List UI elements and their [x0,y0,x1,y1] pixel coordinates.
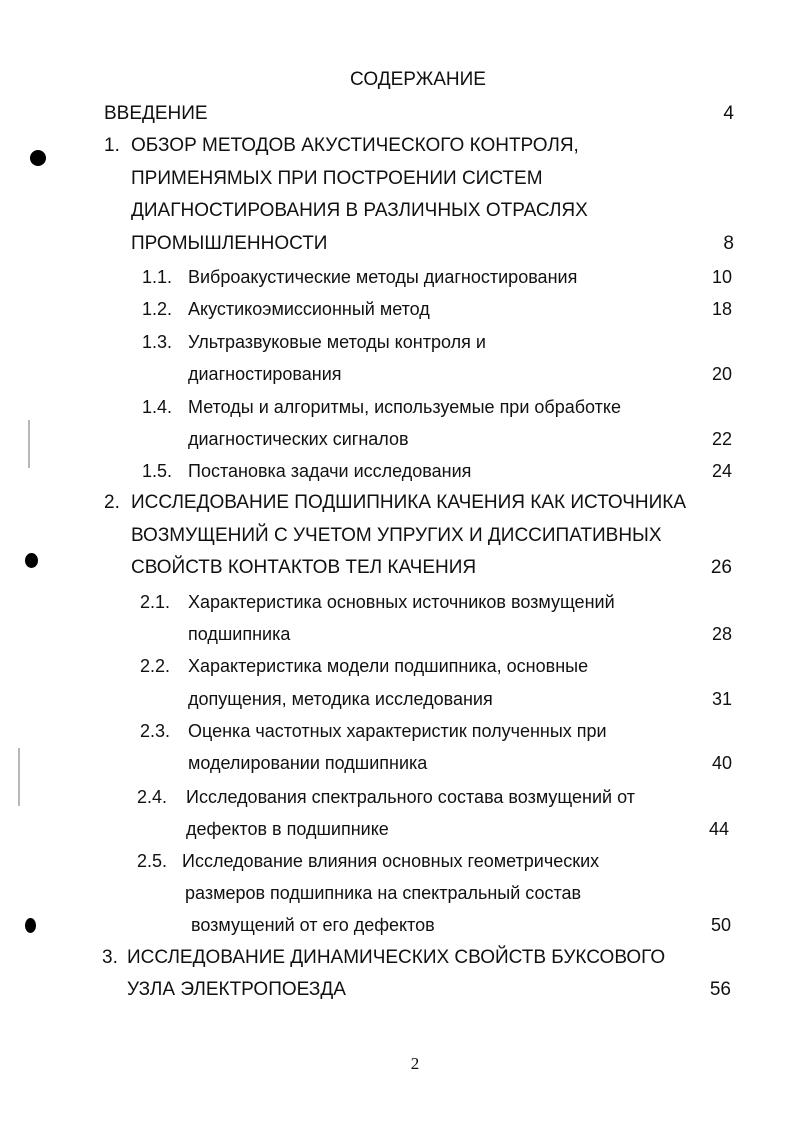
subsection-number: 1.5. [142,461,173,481]
subsection-title-line: Постановка задачи исследования [188,461,472,481]
subsection-number: 1.3. [142,332,173,352]
section-title-line: ПРИМЕНЯМЫХ ПРИ ПОСТРОЕНИИ СИСТЕМ [131,168,543,189]
toc-page-number: 56 [709,979,731,1000]
binder-hole-mark [25,918,36,933]
toc-page-number: 28 [711,624,732,644]
subsection-title-line: допущения, методика исследования [188,689,493,709]
toc-page-number: 26 [710,557,732,578]
subsection-number: 2.1. [140,592,171,612]
page-number: 2 [410,1054,420,1073]
section-number: 1. [104,135,120,156]
toc-page-number: 50 [710,915,731,935]
section-title-line: ВОЗМУЩЕНИЙ С УЧЕТОМ УПРУГИХ И ДИССИПАТИВНЫХ [131,525,662,546]
subsection-title-line: возмущений от его дефектов [191,915,435,935]
subsection-title-line: Оценка частотных характеристик полученных при [188,721,607,741]
binder-hole-mark [30,150,46,166]
subsection-title-line: размеров подшипника на спектральный состав [185,883,582,903]
toc-page-number: 22 [711,429,732,449]
scan-speck [28,420,30,468]
section-title-line: ИССЛЕДОВАНИЕ ПОДШИПНИКА КАЧЕНИЯ КАК ИСТОЧНИКА [131,492,687,513]
subsection-title-line: диагностирования [188,364,342,384]
page-title: СОДЕРЖАНИЕ [350,69,486,90]
subsection-number: 1.4. [142,397,173,417]
subsection-title-line: дефектов в подшипнике [186,819,389,839]
subsection-title-line: диагностических сигналов [188,429,409,449]
subsection-title-line: Акустикоэмиссионный метод [188,299,430,319]
section-number: 2. [104,492,120,513]
subsection-number: 1.1. [142,267,173,287]
section-title-line: ИССЛЕДОВАНИЕ ДИНАМИЧЕСКИХ СВОЙСТВ БУКСОВОГО [127,947,666,968]
toc-page-intro: 4 [723,103,734,124]
section-title-line: ДИАГНОСТИРОВАНИЯ В РАЗЛИЧНЫХ ОТРАСЛЯХ [131,200,588,221]
subsection-title-line: Исследования спектрального состава возмущений от [186,787,635,807]
subsection-number: 2.5. [137,851,168,871]
section-title-line: СВОЙСТВ КОНТАКТОВ ТЕЛ КАЧЕНИЯ [131,557,477,578]
toc-page-number: 31 [711,689,732,709]
section-title-line: УЗЛА ЭЛЕКТРОПОЕЗДА [127,979,346,1000]
toc-page-number: 40 [711,753,732,773]
toc-page-number: 18 [711,299,732,319]
section-title-line: ПРОМЫШЛЕННОСТИ [131,233,328,254]
section-number: 3. [102,947,118,968]
toc-page-number: 8 [723,233,734,254]
scan-speck [18,748,20,806]
subsection-title-line: Виброакустические методы диагностирования [188,267,578,287]
toc-entry-intro: ВВЕДЕНИЕ [104,103,208,124]
subsection-number: 1.2. [142,299,173,319]
subsection-title-line: Методы и алгоритмы, используемые при обработке [188,397,621,417]
binder-hole-mark [25,553,38,568]
subsection-title-line: Ультразвуковые методы контроля и [188,332,486,352]
toc-page-number: 44 [708,819,729,839]
toc-page-number: 24 [711,461,732,481]
subsection-number: 2.3. [140,721,171,741]
toc-page-number: 10 [711,267,732,287]
subsection-title-line: моделировании подшипника [188,753,428,773]
subsection-title-line: подшипника [188,624,291,644]
subsection-title-line: Характеристика основных источников возмущений [188,592,615,612]
section-title-line: ОБЗОР МЕТОДОВ АКУСТИЧЕСКОГО КОНТРОЛЯ, [131,135,579,156]
subsection-number: 2.2. [140,656,171,676]
subsection-number: 2.4. [137,787,168,807]
subsection-title-line: Характеристика модели подшипника, основные [188,656,589,676]
subsection-title-line: Исследование влияния основных геометрических [182,851,600,871]
toc-page-number: 20 [711,364,732,384]
